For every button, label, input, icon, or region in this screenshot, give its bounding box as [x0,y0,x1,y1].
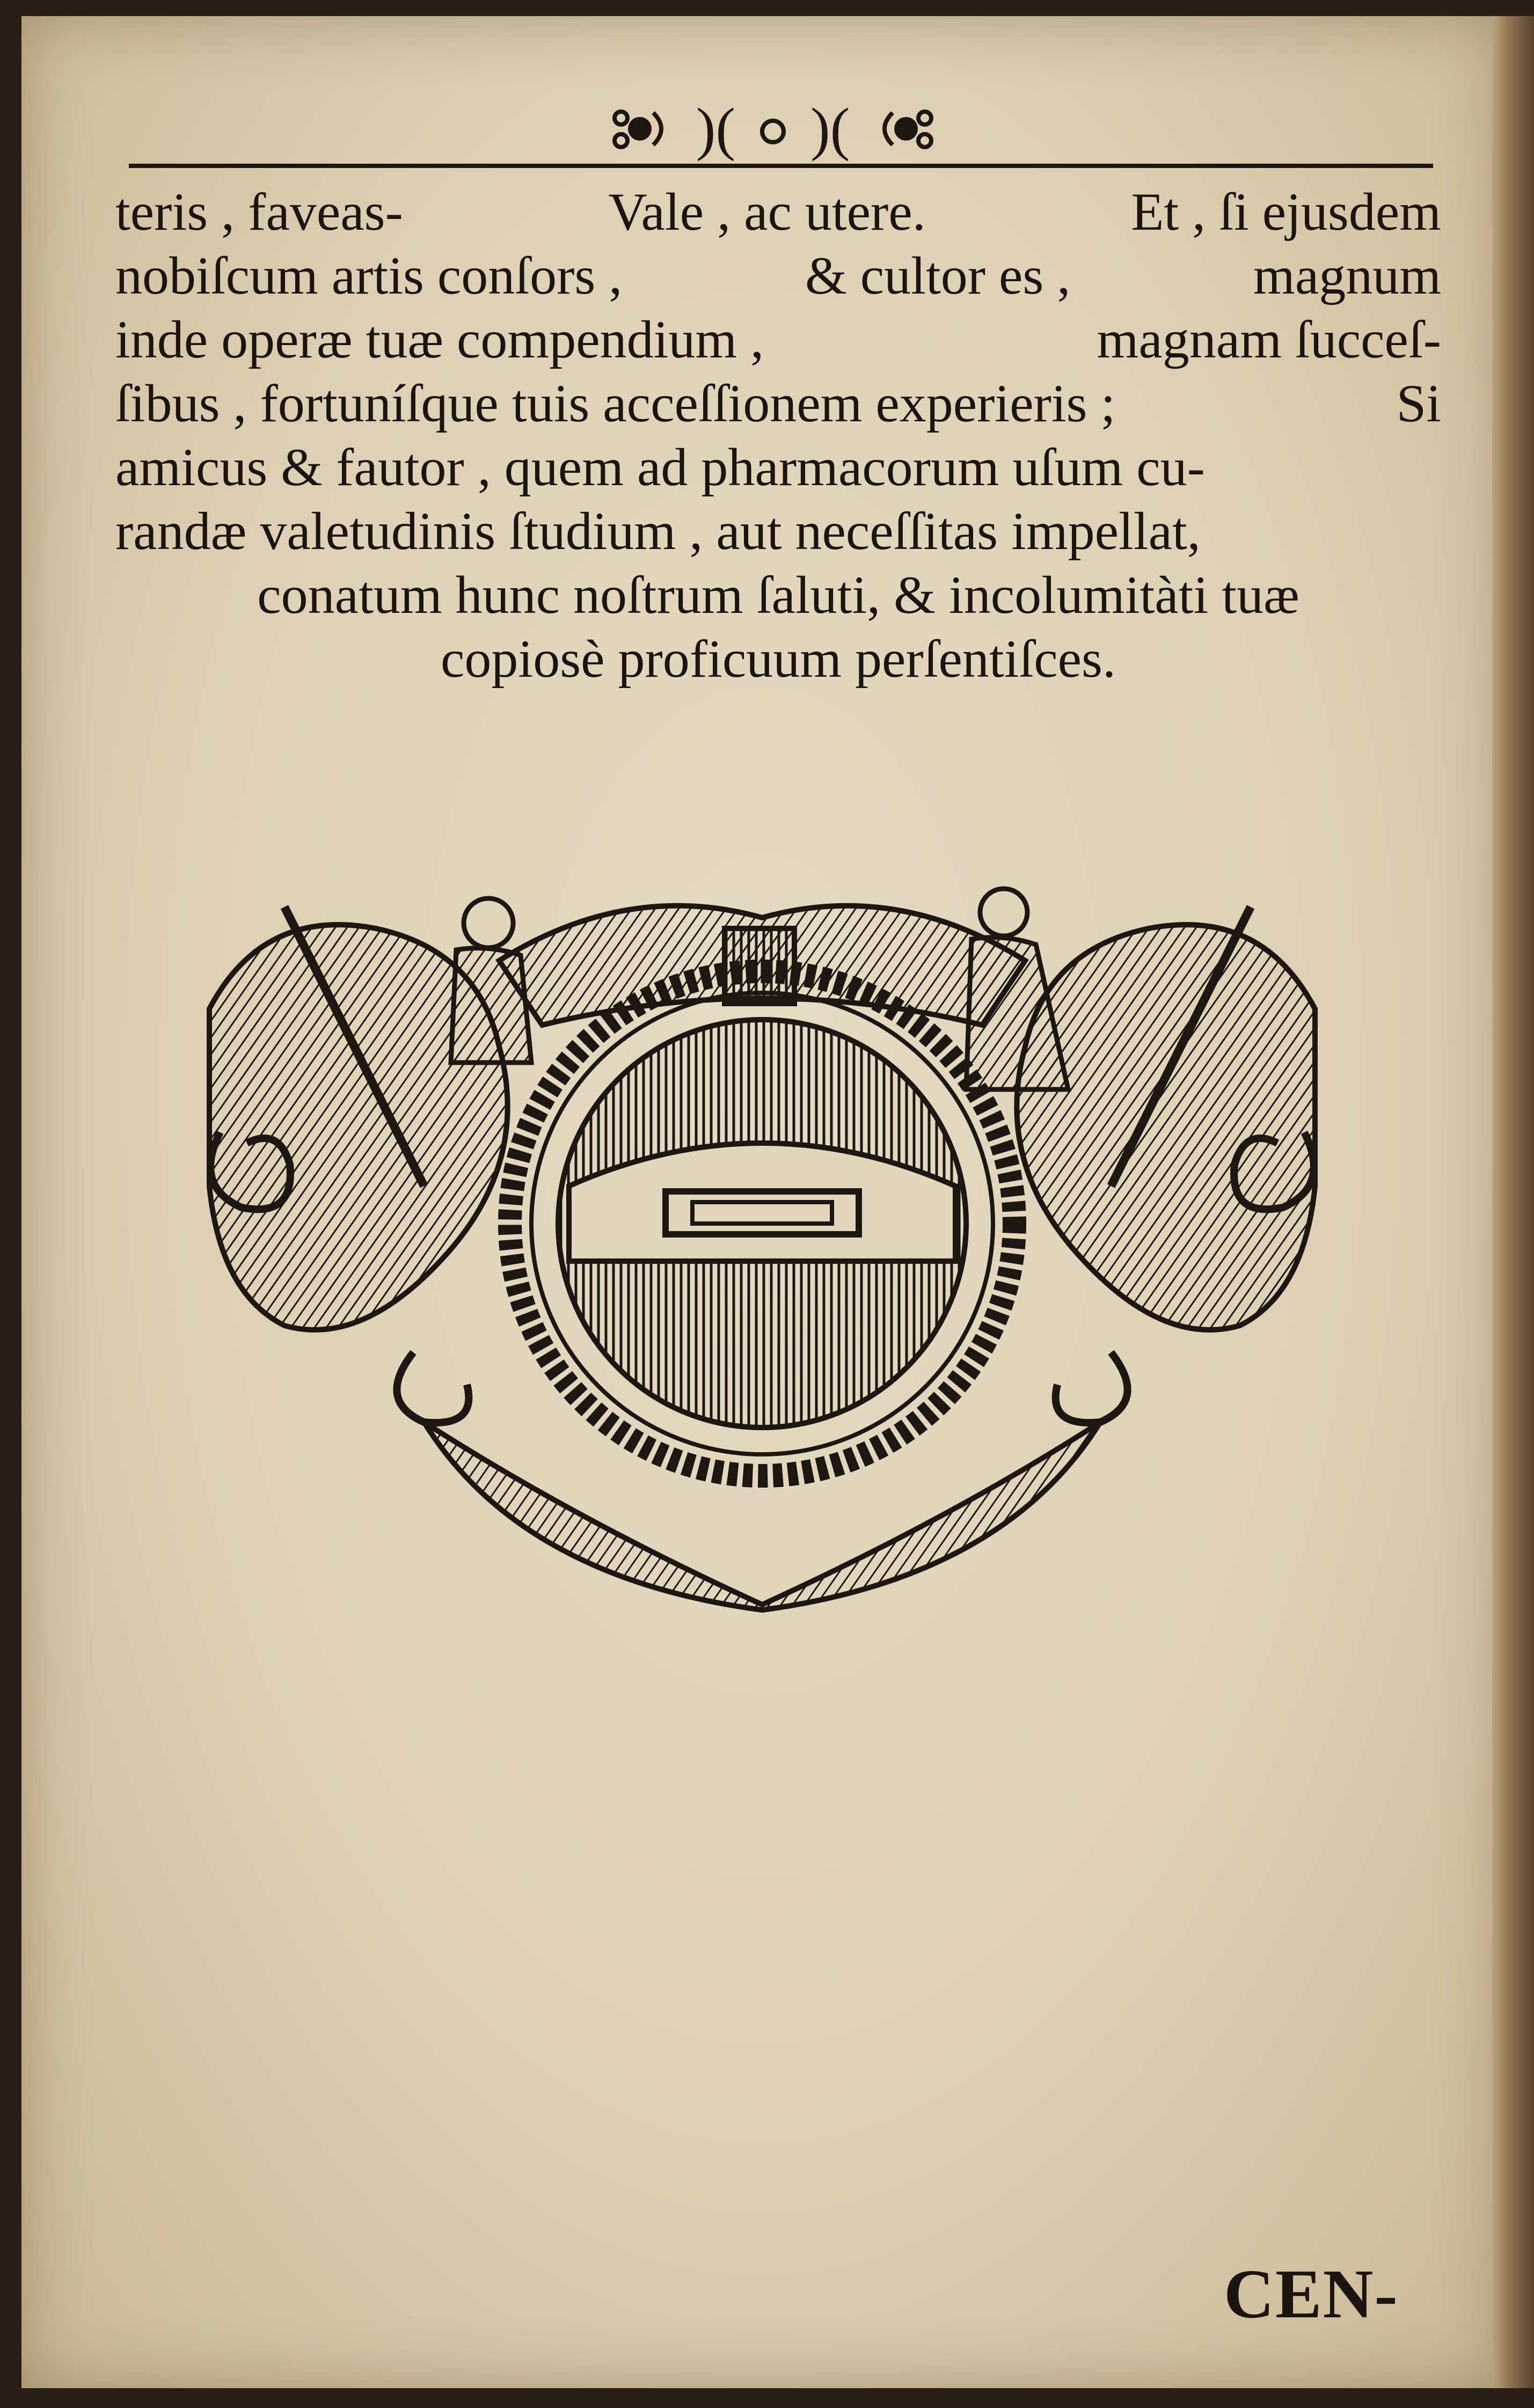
text-line: copiosè proficuum perſentiſces. [441,629,1116,689]
foliage-right [1017,925,1315,1330]
text-line: ſibus , fortuníſque tuis acceſſionem experieris ; Si [115,374,1441,433]
text-line: nobiſcum artis conſors , & cultor es , magnum [115,246,1441,305]
ornamental-headpiece [585,94,961,164]
text-line: inde operæ tuæ compendium , magnam ſucceſ- [115,310,1441,369]
body-text [115,180,1441,691]
catchword: CEN- [1224,2256,1399,2333]
woodcut-vignette [199,885,1326,1615]
bracket-right-glyph: )( [810,96,850,162]
scroll-bottom-right [1056,1352,1128,1423]
circle-ornament-icon [757,102,789,156]
figure-left [451,898,531,1063]
head-rule [129,164,1433,168]
scroll-bottom-left [397,1352,469,1423]
bracket-left-glyph: )( [696,96,735,162]
book-gutter [1492,16,1534,2388]
flower-ornament-icon [871,102,941,156]
text-line: amicus & fautor , quem ad pharmacorum uſum cu- [115,437,1205,497]
text-line: conatum hunc noſtrum ſaluti, & incolumitàti tuæ [257,565,1299,625]
text-line: teris , faveas- Vale , ac utere. Et , ſi ejusdem [115,182,1441,241]
foliage-bottom [424,1422,1100,1610]
flower-ornament-icon [605,102,675,156]
text-line: randæ valetudinis ſtudium , aut neceſſitas impellat, [115,501,1201,561]
